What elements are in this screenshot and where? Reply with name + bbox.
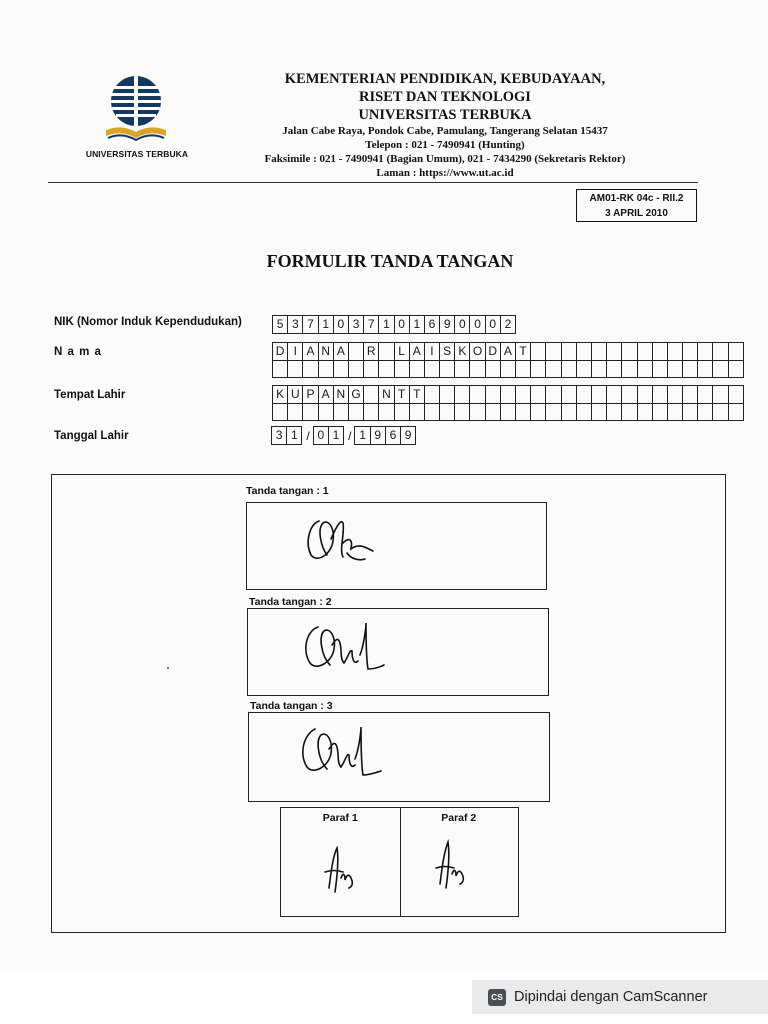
char-box[interactable] xyxy=(272,403,288,422)
char-box[interactable] xyxy=(652,403,668,422)
char-box[interactable]: I xyxy=(287,342,303,361)
char-box[interactable] xyxy=(621,403,637,422)
char-box[interactable] xyxy=(667,342,683,361)
signature-2-image xyxy=(248,609,548,695)
char-box[interactable] xyxy=(561,360,577,379)
char-box[interactable] xyxy=(469,403,485,422)
char-box[interactable] xyxy=(682,403,698,422)
char-box[interactable] xyxy=(272,360,288,379)
char-box[interactable] xyxy=(637,403,653,422)
char-box[interactable] xyxy=(485,385,501,404)
char-box[interactable] xyxy=(606,403,622,422)
char-box[interactable] xyxy=(606,385,622,404)
paraf-1-label: Paraf 1 xyxy=(322,812,358,824)
char-box[interactable] xyxy=(652,385,668,404)
char-box[interactable] xyxy=(697,385,713,404)
char-box[interactable] xyxy=(378,403,394,422)
camscanner-watermark xyxy=(472,980,768,1014)
char-box[interactable] xyxy=(697,403,713,422)
char-box[interactable] xyxy=(530,403,546,422)
char-box[interactable]: K xyxy=(272,385,288,404)
char-box[interactable] xyxy=(394,403,410,422)
tanggal-lahir-boxes[interactable] xyxy=(272,427,416,445)
char-box[interactable]: 9 xyxy=(370,426,386,445)
ministry-line-2: RISET DAN TEKNOLOGI xyxy=(359,89,531,105)
char-box[interactable] xyxy=(302,360,318,379)
scan-speck xyxy=(167,667,169,669)
char-box[interactable] xyxy=(728,403,744,422)
char-box[interactable] xyxy=(682,342,698,361)
char-box[interactable] xyxy=(728,385,744,404)
char-box[interactable]: 0 xyxy=(469,315,485,334)
char-box[interactable]: 6 xyxy=(385,426,401,445)
char-box[interactable] xyxy=(728,360,744,379)
char-box[interactable]: 9 xyxy=(439,315,455,334)
char-box[interactable] xyxy=(485,360,501,379)
logo-caption: UNIVERSITAS TERBUKA xyxy=(85,149,189,159)
char-box[interactable]: 0 xyxy=(333,315,349,334)
char-box[interactable] xyxy=(454,385,470,404)
char-box[interactable]: O xyxy=(469,342,485,361)
char-box[interactable] xyxy=(409,403,425,422)
char-box[interactable] xyxy=(728,342,744,361)
char-box[interactable] xyxy=(576,342,592,361)
letterhead xyxy=(215,70,675,180)
char-box[interactable] xyxy=(682,385,698,404)
char-box[interactable]: G xyxy=(348,385,364,404)
char-box[interactable] xyxy=(697,360,713,379)
char-box[interactable]: 1 xyxy=(286,426,302,445)
char-box[interactable] xyxy=(712,360,728,379)
char-box[interactable] xyxy=(454,403,470,422)
char-box[interactable] xyxy=(439,360,455,379)
char-box[interactable] xyxy=(348,360,364,379)
char-box[interactable] xyxy=(606,360,622,379)
char-box[interactable] xyxy=(667,360,683,379)
char-box[interactable] xyxy=(621,342,637,361)
char-box[interactable]: 3 xyxy=(287,315,303,334)
char-box[interactable] xyxy=(637,342,653,361)
char-box[interactable] xyxy=(561,403,577,422)
char-box[interactable]: 0 xyxy=(394,315,410,334)
char-box[interactable] xyxy=(318,360,334,379)
char-box[interactable]: 1 xyxy=(318,315,334,334)
phone: Telepon : 021 - 7490941 (Hunting) xyxy=(365,139,525,151)
char-box[interactable] xyxy=(530,360,546,379)
char-box[interactable] xyxy=(424,360,440,379)
char-box[interactable]: T xyxy=(515,342,531,361)
char-box[interactable] xyxy=(712,403,728,422)
char-box[interactable] xyxy=(454,360,470,379)
char-box[interactable] xyxy=(287,403,303,422)
char-box[interactable] xyxy=(424,403,440,422)
char-box[interactable]: 1 xyxy=(409,315,425,334)
paraf-2-label: Paraf 2 xyxy=(441,812,477,824)
char-box[interactable]: 3 xyxy=(271,426,287,445)
paraf-2-cell[interactable] xyxy=(400,808,519,916)
char-box[interactable] xyxy=(712,342,728,361)
fax: Faksimile : 021 - 7490941 (Bagian Umum), 021 - 7434290 (Sekretaris Rektor) xyxy=(264,153,626,165)
char-box[interactable]: U xyxy=(287,385,303,404)
char-box[interactable]: 0 xyxy=(485,315,501,334)
char-box[interactable] xyxy=(652,342,668,361)
char-box[interactable] xyxy=(652,360,668,379)
char-box[interactable]: 7 xyxy=(302,315,318,334)
box-row xyxy=(273,386,744,404)
char-box[interactable]: 6 xyxy=(424,315,440,334)
signature-1-image xyxy=(247,503,546,589)
char-box[interactable] xyxy=(530,342,546,361)
char-box[interactable] xyxy=(409,360,425,379)
tempat-lahir-label: Tempat Lahir xyxy=(54,389,126,401)
char-box[interactable]: K xyxy=(454,342,470,361)
char-box[interactable]: A xyxy=(409,342,425,361)
paraf-box xyxy=(280,807,519,917)
char-box[interactable] xyxy=(348,342,364,361)
nik-label: NIK (Nomor Induk Kependudukan) xyxy=(54,316,242,328)
day-boxes[interactable] xyxy=(272,427,302,445)
signature-3-label: Tanda tangan : 3 xyxy=(250,700,333,712)
university-name: UNIVERSITAS TERBUKA xyxy=(358,107,532,123)
tempat-lahir-boxes[interactable] xyxy=(273,386,744,421)
char-box[interactable] xyxy=(667,403,683,422)
char-box[interactable] xyxy=(485,403,501,422)
char-box[interactable] xyxy=(561,385,577,404)
char-box[interactable]: 7 xyxy=(363,315,379,334)
char-box[interactable]: 1 xyxy=(328,426,344,445)
char-box[interactable] xyxy=(682,360,698,379)
char-box[interactable]: L xyxy=(394,342,410,361)
char-box[interactable] xyxy=(637,385,653,404)
char-box[interactable] xyxy=(469,385,485,404)
char-box[interactable] xyxy=(515,360,531,379)
char-box[interactable] xyxy=(515,385,531,404)
tanggal-lahir-label: Tanggal Lahir xyxy=(54,430,129,442)
char-box[interactable] xyxy=(394,360,410,379)
nama-boxes[interactable] xyxy=(273,343,744,378)
char-box[interactable] xyxy=(500,403,516,422)
char-box[interactable] xyxy=(287,360,303,379)
website: Laman : https://www.ut.ac.id xyxy=(376,167,514,179)
char-box[interactable]: T xyxy=(394,385,410,404)
camscanner-logo-icon: CS xyxy=(488,989,506,1006)
char-box[interactable] xyxy=(363,360,379,379)
signature-3-box[interactable] xyxy=(248,712,550,802)
nama-label: N a m a xyxy=(54,346,102,358)
char-box[interactable]: A xyxy=(302,342,318,361)
char-box[interactable]: N xyxy=(333,385,349,404)
letterhead-divider xyxy=(48,182,698,183)
char-box[interactable] xyxy=(469,360,485,379)
char-box[interactable] xyxy=(530,385,546,404)
char-box[interactable] xyxy=(545,385,561,404)
char-box[interactable] xyxy=(500,360,516,379)
form-title: FORMULIR TANDA TANGAN xyxy=(266,251,514,271)
document-code: AM01-RK 04c - RII.2 xyxy=(589,193,684,204)
char-box[interactable] xyxy=(363,385,379,404)
year-boxes[interactable] xyxy=(355,427,416,445)
char-box[interactable] xyxy=(378,342,394,361)
char-box[interactable] xyxy=(545,342,561,361)
char-box[interactable] xyxy=(591,360,607,379)
char-box[interactable]: I xyxy=(424,342,440,361)
char-box[interactable]: 5 xyxy=(272,315,288,334)
char-box[interactable] xyxy=(576,403,592,422)
char-box[interactable]: D xyxy=(485,342,501,361)
char-box[interactable] xyxy=(363,403,379,422)
char-box[interactable] xyxy=(424,385,440,404)
char-box[interactable]: A xyxy=(318,385,334,404)
box-row xyxy=(273,361,744,379)
char-box[interactable]: 1 xyxy=(354,426,370,445)
char-box[interactable]: 0 xyxy=(313,426,329,445)
char-box[interactable] xyxy=(439,403,455,422)
char-box[interactable]: 2 xyxy=(500,315,516,334)
char-box[interactable] xyxy=(667,385,683,404)
char-box[interactable] xyxy=(439,385,455,404)
char-box[interactable] xyxy=(378,360,394,379)
signature-1-label: Tanda tangan : 1 xyxy=(246,485,329,497)
char-box[interactable]: T xyxy=(409,385,425,404)
box-row xyxy=(273,316,516,334)
char-box[interactable] xyxy=(591,342,607,361)
char-box[interactable]: A xyxy=(500,342,516,361)
char-box[interactable]: D xyxy=(272,342,288,361)
char-box[interactable] xyxy=(576,360,592,379)
ministry-line-1: KEMENTERIAN PENDIDIKAN, KEBUDAYAAN, xyxy=(284,71,606,87)
char-box[interactable] xyxy=(591,403,607,422)
paraf-2-image xyxy=(400,808,518,916)
signature-2-box[interactable] xyxy=(247,608,549,696)
char-box[interactable] xyxy=(621,385,637,404)
date-separator: / xyxy=(348,428,352,443)
char-box[interactable] xyxy=(606,342,622,361)
document-code-date: 3 APRIL 2010 xyxy=(605,208,668,219)
box-row xyxy=(273,404,744,422)
char-box[interactable] xyxy=(712,385,728,404)
paraf-1-cell[interactable] xyxy=(281,808,401,916)
box-row xyxy=(273,343,744,361)
document-code-box xyxy=(576,189,697,222)
char-box[interactable] xyxy=(333,403,349,422)
date-separator: / xyxy=(306,428,310,443)
char-box[interactable]: 1 xyxy=(378,315,394,334)
char-box[interactable]: P xyxy=(302,385,318,404)
char-box[interactable]: S xyxy=(439,342,455,361)
month-boxes[interactable] xyxy=(314,427,344,445)
char-box[interactable] xyxy=(637,360,653,379)
signature-1-box[interactable] xyxy=(246,502,547,590)
char-box[interactable] xyxy=(348,403,364,422)
char-box[interactable] xyxy=(561,342,577,361)
paraf-1-image xyxy=(281,808,399,916)
signature-3-image xyxy=(249,713,549,801)
char-box[interactable] xyxy=(318,403,334,422)
char-box[interactable] xyxy=(333,360,349,379)
char-box[interactable] xyxy=(545,403,561,422)
char-box[interactable]: N xyxy=(318,342,334,361)
char-box[interactable] xyxy=(591,385,607,404)
char-box[interactable]: A xyxy=(333,342,349,361)
char-box[interactable] xyxy=(545,360,561,379)
char-box[interactable] xyxy=(515,403,531,422)
char-box[interactable]: 0 xyxy=(454,315,470,334)
char-box[interactable]: 3 xyxy=(348,315,364,334)
char-box[interactable] xyxy=(302,403,318,422)
camscanner-text: Dipindai dengan CamScanner xyxy=(514,989,708,1005)
signature-2-label: Tanda tangan : 2 xyxy=(249,596,332,608)
char-box[interactable] xyxy=(500,385,516,404)
char-box[interactable] xyxy=(697,342,713,361)
char-box[interactable]: R xyxy=(363,342,379,361)
char-box[interactable] xyxy=(621,360,637,379)
char-box[interactable]: 9 xyxy=(400,426,416,445)
address: Jalan Cabe Raya, Pondok Cabe, Pamulang, Tangerang Selatan 15437 xyxy=(282,125,608,137)
char-box[interactable]: N xyxy=(378,385,394,404)
nik-boxes[interactable] xyxy=(273,316,516,334)
char-box[interactable] xyxy=(576,385,592,404)
